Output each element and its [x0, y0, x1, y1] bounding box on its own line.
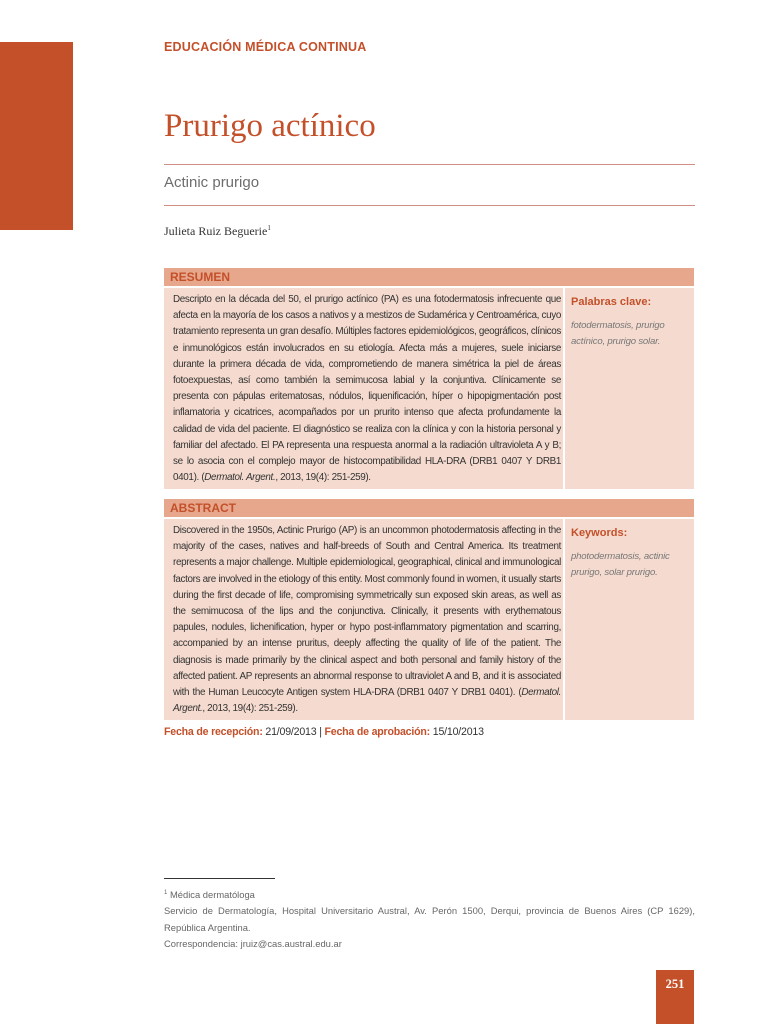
resumen-citation-rest: , 2013, 19(4): 251-259). — [275, 472, 371, 484]
resumen-heading: RESUMEN — [164, 268, 694, 286]
footnote-mark: 1 — [164, 890, 168, 896]
palabras-clave-label: Palabras clave: — [571, 296, 652, 308]
palabras-clave-text: fotodermatosis, prurigo actínico, prurigo solar. — [571, 320, 665, 347]
author-name: Julieta Ruiz Beguerie — [164, 224, 268, 238]
received-date: 21/09/2013 — [265, 726, 317, 738]
footnote-role-line — [164, 885, 695, 903]
keywords-text: photodermatosis, actinic prurigo, solar prurigo. — [571, 551, 670, 578]
footnote-correspondence: Correspondencia: jruiz@cas.austral.edu.ar — [164, 937, 342, 949]
resumen-citation-journal: Dermatol. Argent. — [204, 472, 276, 484]
footnote-rule — [164, 878, 275, 879]
footnote-affiliation: Servicio de Dermatología, Hospital Universitario Austral, Av. Perón 1500, Derqui, provincia de Buenos Aires (CP 1629), República Argentina. — [164, 905, 695, 933]
title-rule-top — [164, 164, 695, 165]
title-rule-bottom — [164, 205, 695, 206]
author-line — [164, 224, 271, 239]
dates-separator: | — [319, 726, 322, 738]
abstract-citation-journal: Dermatol. Argent. — [173, 687, 561, 715]
resumen-divider — [563, 288, 565, 489]
dates-line — [164, 726, 484, 738]
section-label: EDUCACIÓN MÉDICA CONTINUA — [164, 40, 367, 54]
resumen-body: Descripto en la década del 50, el prurigo actínico (PA) es una fotodermatosis infrecuente que afecta en la mayoría de los casos a nativos y a mestizos de Sudamérica y Centroamérica, cuyo tratamiento representa un gran desafío. Múltiples factores epidemiológicos, geográficos, clínicos e inmunológicos están involucrados en su etiología. Afecta más a mujeres, suele iniciarse durante la primera década de vida, comprometiendo de manera simétrica la piel de áreas fotoexpuestas, así como también la semimucosa labial y la conjuntiva. Clínicamente se presenta con pápulas eritematosas, nódulos, liquenificación, híper o hipopigmentación post inflamatoria y cicatrices, acompañados por un prurito intenso que afecta profundamente la calidad de vida del paciente. El diagnóstico se realiza con la clínica y con la historia personal y familiar del afectado. El PA representa una respuesta anormal a la radiación ultravioleta A y B; se lo asocia con el complejo mayor de histocompatibilidad HLA-DRA (DRB1 0407 Y DRB1 0401). — [173, 294, 561, 484]
approved-label: Fecha de aprobación: — [324, 726, 430, 738]
abstract-text — [173, 523, 561, 717]
article-title: Prurigo actínico — [164, 108, 376, 144]
footnote-role: Médica dermatóloga — [169, 889, 255, 901]
keywords-label: Keywords: — [571, 527, 628, 539]
article-subtitle: Actinic prurigo — [164, 174, 260, 191]
page-number: 251 — [656, 970, 694, 1024]
author-footnote-mark: 1 — [267, 224, 271, 232]
side-color-bar — [0, 42, 73, 230]
resumen-text — [173, 292, 561, 486]
abstract-citation-rest: , 2013, 19(4): 251-259). — [202, 703, 298, 715]
resumen-citation-open: ( — [201, 472, 205, 484]
abstract-divider — [563, 519, 565, 720]
abstract-box — [164, 519, 694, 720]
abstract-body: Discovered in the 1950s, Actinic Prurigo (AP) is an uncommon photodermatosis affecting in the majority of the cases, natives and half-breeds of South and Central America. Its treatment represents a major challenge. Multiple epidemiological, geographical, clinical and immunological factors are involved in the etiology of this entity. Most commonly found in women, it usually starts during the first decade of life, compromising symmetrically sun exposed skin areas, as well as the semimucosa of the lips and the conjunctiva. Clinically, it presents with erythematous papules, nodules, lichenification, hyper or hypo post-inflammatory pigmentation and scarring, accompanied by an intense pruritus, deeply affecting the quality of life of the patient. The diagnosis is made primarily by the clinical aspect and both personal and family history of the affected patient. AP represents an abnormal response to ultraviolet A and B, and it is associated with the Human Leucocyte Antigen system HLA-DRA (DRB1 0407 Y DRB1 0401). — [173, 525, 561, 699]
received-label: Fecha de recepción: — [164, 726, 263, 738]
abstract-heading: ABSTRACT — [164, 499, 694, 517]
footnote — [164, 885, 695, 952]
approved-date: 15/10/2013 — [432, 726, 484, 738]
resumen-box — [164, 288, 694, 489]
abstract-citation-open: ( — [518, 687, 522, 699]
